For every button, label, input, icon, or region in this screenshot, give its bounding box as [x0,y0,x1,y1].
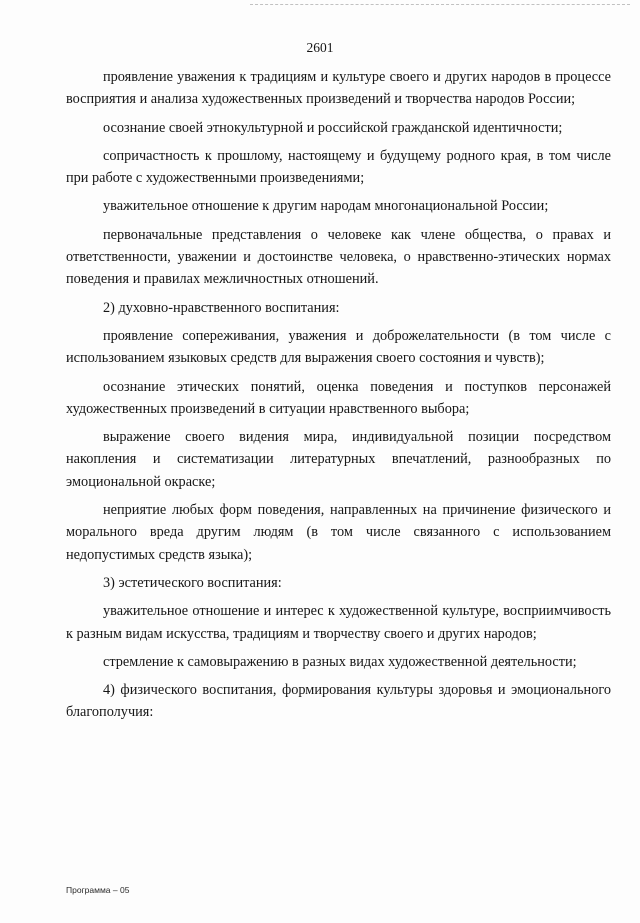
section-heading: 2) духовно-нравственного воспитания: [103,299,340,316]
paragraph: осознание своей этнокультурной и российской гражданской идентичности; [103,119,563,136]
paragraph: уважительное отношение к другим народам многонациональной России; [103,198,549,215]
paragraph: проявление уважения к традициям и культуре своего и других народов в процессе восприятия и анализа художественных произведений и творчества народов России; [66,69,611,108]
section-heading: 3) эстетического воспитания: [103,574,282,591]
footer-label: Программа – 05 [66,885,130,895]
paragraph: неприятие любых форм поведения, направленных на причинение физического и морального вреда другим людям (в том числе связанного с использованием недопустимых средств языка); [66,502,611,563]
paragraph: осознание этических понятий, оценка поведения и поступков персонажей художественных произведений в ситуации нравственного выбора; [66,378,611,417]
body-text [66,66,611,730]
page-number: 2601 [306,40,334,55]
paragraph: проявление сопереживания, уважения и доброжелательности (в том числе с использованием языковых средств для выражения своего состояния и чувств); [66,327,611,367]
section-heading: 4) физического воспитания, формирования культуры здоровья и эмоционального благополучия: [66,682,611,721]
scan-edge-line [250,4,630,5]
paragraph: сопричастность к прошлому, настоящему и будущему родного края, в том числе при работе с художественными произведениями; [66,147,611,187]
paragraph: первоначальные представления о человеке как члене общества, о правах и ответственности, уважении и достоинстве человека, о нравственно-этических нормах поведения и правилах межличностных отношений. [66,226,611,288]
paragraph: выражение своего видения мира, индивидуальной позиции посредством накопления и систематизации литературных впечатлений, разнообразных по эмоциональной окраске; [66,429,611,490]
paragraph: уважительное отношение и интерес к художественной культуре, восприимчивость к разным видам искусства, традициям и творчеству своего и других народов; [66,603,611,642]
paragraph: стремление к самовыражению в разных видах художественной деятельности; [103,653,577,670]
